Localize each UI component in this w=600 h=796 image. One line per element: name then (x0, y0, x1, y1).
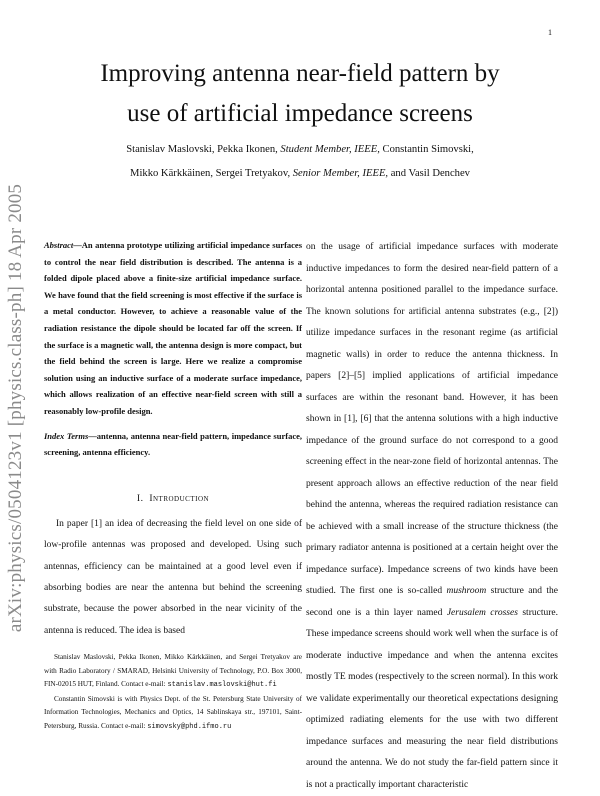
footnote-email: simovsky@phd.ifmo.ru (147, 722, 232, 731)
intro-continuation (306, 237, 558, 796)
section-number: I. (136, 492, 144, 504)
left-column (44, 237, 302, 642)
body-text: structure. These impedance screens should work well when the surface is of moderate inductive impedance and when the antenna excites mostly TE modes (respectively to the screen normal). In this work we validate experimentally our theoretical expectations designing optimized radiating elements for the use with two different impedance surfaces and measuring the near field distributions around the antenna. We do not study the far-field pattern since it is not a practically important characteristic (306, 607, 558, 790)
intro-paragraph: In paper [1] an idea of decreasing the field level on one side of low-profile antennas was proposed and developed. Using such antennas, efficiency can be maintained at a good level even if absorbing bodies are near the antenna but behind the screening substrate, because the power absorbed in the near vicinity of the antenna is reduced. The idea is based (44, 518, 302, 636)
author-role: Student Member, IEEE, (280, 144, 380, 155)
arxiv-stamp-text: arXiv:physics/0504123v1 [physics.class-ph] 18 Apr 2005 (5, 183, 26, 632)
abstract-text: —An antenna prototype utilizing artificial impedance surfaces to control the near field distribution is described. The antenna is a folded dipole placed above a finite-size artificial impedance surface. We have found that the field screening is most effective if the surface is a metal conductor. However, to achieve a reasonable value of the radiation resistance the dipole should be located far off the screen. If the surface is a magnetic wall, the antenna design is more compact, but the field behind the screen is large. Here we realize a compromise solution using an inductive surface of a moderate surface impedance, which allows realization of an effective near-field screen with still a reasonably low-profile design. (44, 240, 302, 416)
author-line-2 (40, 162, 560, 186)
authors-text: and Vasil Denchev (388, 168, 470, 179)
authors-text: Stanislav Maslovski, Pekka Ikonen, (126, 144, 281, 155)
index-terms-label: Index Terms (44, 430, 89, 441)
footnote-email: stanislav.maslovski@hut.fi (167, 681, 277, 690)
authors-text: Mikko Kärkkäinen, Sergei Tretyakov, (130, 168, 293, 179)
footnotes (44, 651, 302, 735)
footnote-text: Stanislav Maslovski, Pekka Ikonen, Mikko Kärkkäinen, and Sergei Tretyakov are with Radio Laboratory / SMARAD, Helsinki University of Technology, P.O. Box 3000, FIN-02015 HUT, Finland. Contact e-mail: (44, 653, 302, 689)
footnote-2 (44, 693, 302, 735)
arxiv-stamp (2, 135, 30, 680)
author-role: Senior Member, IEEE, (292, 168, 389, 179)
right-column (306, 237, 558, 796)
emphasis-jerusalem: Jerusalem crosses (446, 607, 518, 618)
title-line-2: use of artificial impedance screens (127, 100, 473, 127)
paper-title (40, 54, 560, 134)
index-terms (44, 428, 302, 461)
body-text: structure and the second one is a thin layer named (306, 586, 558, 618)
emphasis-mushroom: mushroom (446, 586, 487, 596)
page-number: 1 (548, 28, 552, 37)
abstract-label: Abstract (44, 240, 74, 250)
section-heading (44, 493, 302, 504)
body-text: on the usage of artificial impedance surfaces with moderate inductive impedances to form the desired near-field pattern of a horizontal antenna positioned parallel to the impedance surface. The known solutions for artificial antenna substrates (e.g., [2]) utilize impedance surfaces in the resonant regime (as artificial magnetic walls) in order to reduce the antenna thickness. In papers [2]–[5] implied applications of artificial impedance surfaces are within the resonant band. However, it has been shown in [1], [6] that the antenna solutions with a high inductive impedance of the ground surface do not correspond to a good screening effect in the near-zone field of horizontal antennas. The present approach allows an effective reduction of the near field behind the antenna, whereas the required radiation resistance can be achieved with a small increase of the structure thickness (the primary radiator antenna is positioned at a certain height over the impedance surface). Impedance screens of two kinds have been studied. The first one is so-called (306, 242, 558, 596)
index-terms-text: —antenna, antenna near-field pattern, impedance surface, screening, antenna efficiency. (44, 430, 302, 458)
footnote-1 (44, 651, 302, 693)
section-name: Introduction (149, 492, 210, 504)
author-list (40, 138, 560, 186)
footnote-text: Constantin Simovski is with Physics Dept. of the St. Petersburg State University of Information Technologies, Mechanics and Optics, 14 Sablinskaya str., 197101, Saint-Petersburg, Russia. Contact e-mail: (44, 694, 302, 730)
abstract (44, 237, 302, 420)
authors-text: Constantin Simovski, (379, 144, 474, 155)
title-line-1: Improving antenna near-field pattern by (100, 60, 500, 87)
author-line-1 (40, 138, 560, 162)
